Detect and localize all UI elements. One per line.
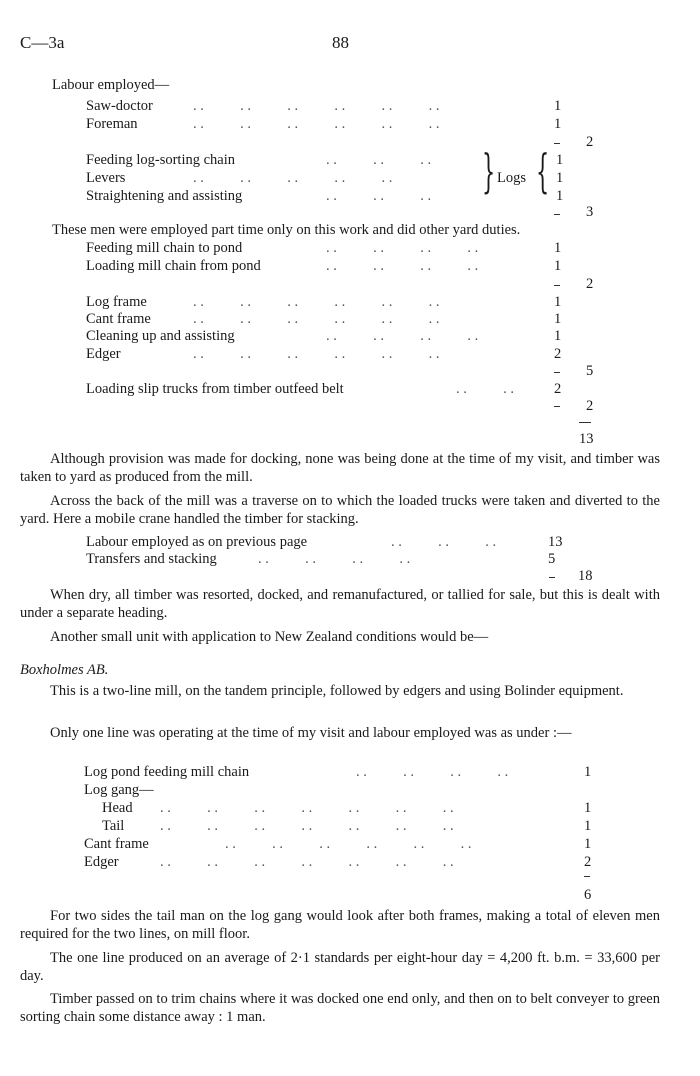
subtotal: 2 <box>586 134 594 150</box>
row-value: 5 <box>548 551 556 567</box>
leader-dots: . . . . . . . . . . . . <box>225 836 472 852</box>
row-label: Loading slip trucks from timber outfeed belt <box>86 381 344 397</box>
row-value: 1 <box>584 836 592 852</box>
row-value: 1 <box>554 311 562 327</box>
row-value: 2 <box>554 346 562 362</box>
paragraph: Although provision was made for docking, none was being done at the time of my visit, and timber was taken to yard as produced from the mill. <box>20 451 660 485</box>
row-label: Feeding log-sorting chain <box>86 152 236 168</box>
row-label: Edger <box>86 346 121 362</box>
row-label: Feeding mill chain to pond <box>86 240 243 256</box>
row-label: Labour employed as on previous page <box>86 534 308 550</box>
row-label: Straightening and assisting <box>86 188 243 204</box>
right-brace-icon: } <box>482 144 496 198</box>
page-number: 88 <box>332 33 349 52</box>
row-value: 1 <box>554 240 562 256</box>
section-total: 6 <box>584 887 592 903</box>
row-label: Log gang— <box>84 782 154 798</box>
leader-dots: . . . . . . . . . . . . . . <box>160 800 454 816</box>
row-label: Cleaning up and assisting <box>86 328 235 344</box>
row-value: 1 <box>554 116 562 132</box>
row-value: 2 <box>554 381 562 397</box>
row-value: 2 <box>584 854 592 870</box>
subtotal: 3 <box>586 204 594 220</box>
leader-dots: . . . . . . . . <box>258 551 411 567</box>
subtotal-rule <box>584 876 590 877</box>
left-brace-icon: { <box>536 144 550 198</box>
leader-dots: . . . . . . . . . . . . <box>193 98 440 114</box>
leader-dots: . . . . . . <box>326 188 432 204</box>
row-value: 1 <box>556 188 564 204</box>
subtotal-rule <box>554 372 560 373</box>
grand-total: 13 <box>579 431 594 447</box>
subtotal: 5 <box>586 363 594 379</box>
row-value: 1 <box>556 170 564 186</box>
row-label: Foreman <box>86 116 138 132</box>
row-value: 1 <box>584 800 592 816</box>
row-label: Levers <box>86 170 126 186</box>
leader-dots: . . . . . . . . . . . . . . <box>160 818 454 834</box>
subtotal-rule <box>549 577 555 578</box>
paragraph: Only one line was operating at the time of my visit and labour employed was as under :— <box>50 725 572 741</box>
note-text: These men were employed part time only on this work and did other yard duties. <box>52 222 521 238</box>
row-label: Cant frame <box>84 836 149 852</box>
leader-dots: . . . . . . . . . . <box>193 170 393 186</box>
row-value: 1 <box>554 258 562 274</box>
subtotal-rule <box>554 285 560 286</box>
row-label: Log frame <box>86 294 147 310</box>
subtotal: 2 <box>586 276 594 292</box>
leader-dots: . . . . . . . . <box>326 240 479 256</box>
paragraph: This is a two-line mill, on the tandem principle, followed by edgers and using Bolinder equipment. <box>50 683 624 699</box>
row-label: Head <box>102 800 133 816</box>
leader-dots: . . . . . . . . . . . . <box>193 346 440 362</box>
leader-dots: . . . . . . <box>326 152 432 168</box>
paragraph: For two sides the tail man on the log gang would look after both frames, making a total of eleven men required for the two lines, on mill floor. <box>20 908 660 942</box>
row-value: 13 <box>548 534 563 550</box>
paragraph: The one line produced on an average of 2·1 standards per eight-hour day = 4,200 ft. b.m. = 33,600 per day. <box>20 950 660 984</box>
total-rule <box>579 422 591 423</box>
row-label: Cant frame <box>86 311 151 327</box>
row-value: 1 <box>556 152 564 168</box>
row-value: 1 <box>584 764 592 780</box>
subtotal-rule <box>554 406 560 407</box>
leader-dots: . . . . . . . . <box>326 258 479 274</box>
section-total: 18 <box>578 568 593 584</box>
section-heading: Boxholmes AB. <box>20 662 109 678</box>
leader-dots: . . . . . . . . <box>326 328 479 344</box>
paragraph: Timber passed on to trim chains where it was docked one end only, and then on to belt conveyer to green sorting chain some distance away : 1 man. <box>20 991 660 1025</box>
labour-heading: Labour employed— <box>52 77 170 93</box>
paragraph: Another small unit with application to New Zealand conditions would be— <box>50 629 489 645</box>
row-label: Tail <box>102 818 125 834</box>
subtotal: 2 <box>586 398 594 414</box>
row-label: Transfers and stacking <box>86 551 217 567</box>
leader-dots: . . . . . . . . . . . . <box>193 294 440 310</box>
paragraph: Across the back of the mill was a traverse on to which the loaded trucks were taken and diverted to the yard. Here a mobile crane handled the timber for stacking. <box>20 493 660 527</box>
row-label: Saw-doctor <box>86 98 153 114</box>
leader-dots: . . . . <box>456 381 514 397</box>
row-value: 1 <box>584 818 592 834</box>
row-value: 1 <box>554 294 562 310</box>
leader-dots: . . . . . . <box>391 534 497 550</box>
row-value: 1 <box>554 328 562 344</box>
row-label: Edger <box>84 854 119 870</box>
leader-dots: . . . . . . . . . . . . <box>193 311 440 327</box>
leader-dots: . . . . . . . . . . . . <box>193 116 440 132</box>
subtotal-rule <box>554 143 560 144</box>
brace-label: Logs <box>497 170 526 186</box>
document-code: C—3a <box>20 33 65 52</box>
paragraph: When dry, all timber was resorted, docked, and remanufactured, or tallied for sale, but this is dealt with under a separate heading. <box>20 587 660 621</box>
row-label: Log pond feeding mill chain <box>84 764 250 780</box>
leader-dots: . . . . . . . . . . . . . . <box>160 854 454 870</box>
subtotal-rule <box>554 214 560 215</box>
row-value: 1 <box>554 98 562 114</box>
leader-dots: . . . . . . . . <box>356 764 509 780</box>
row-label: Loading mill chain from pond <box>86 258 261 274</box>
